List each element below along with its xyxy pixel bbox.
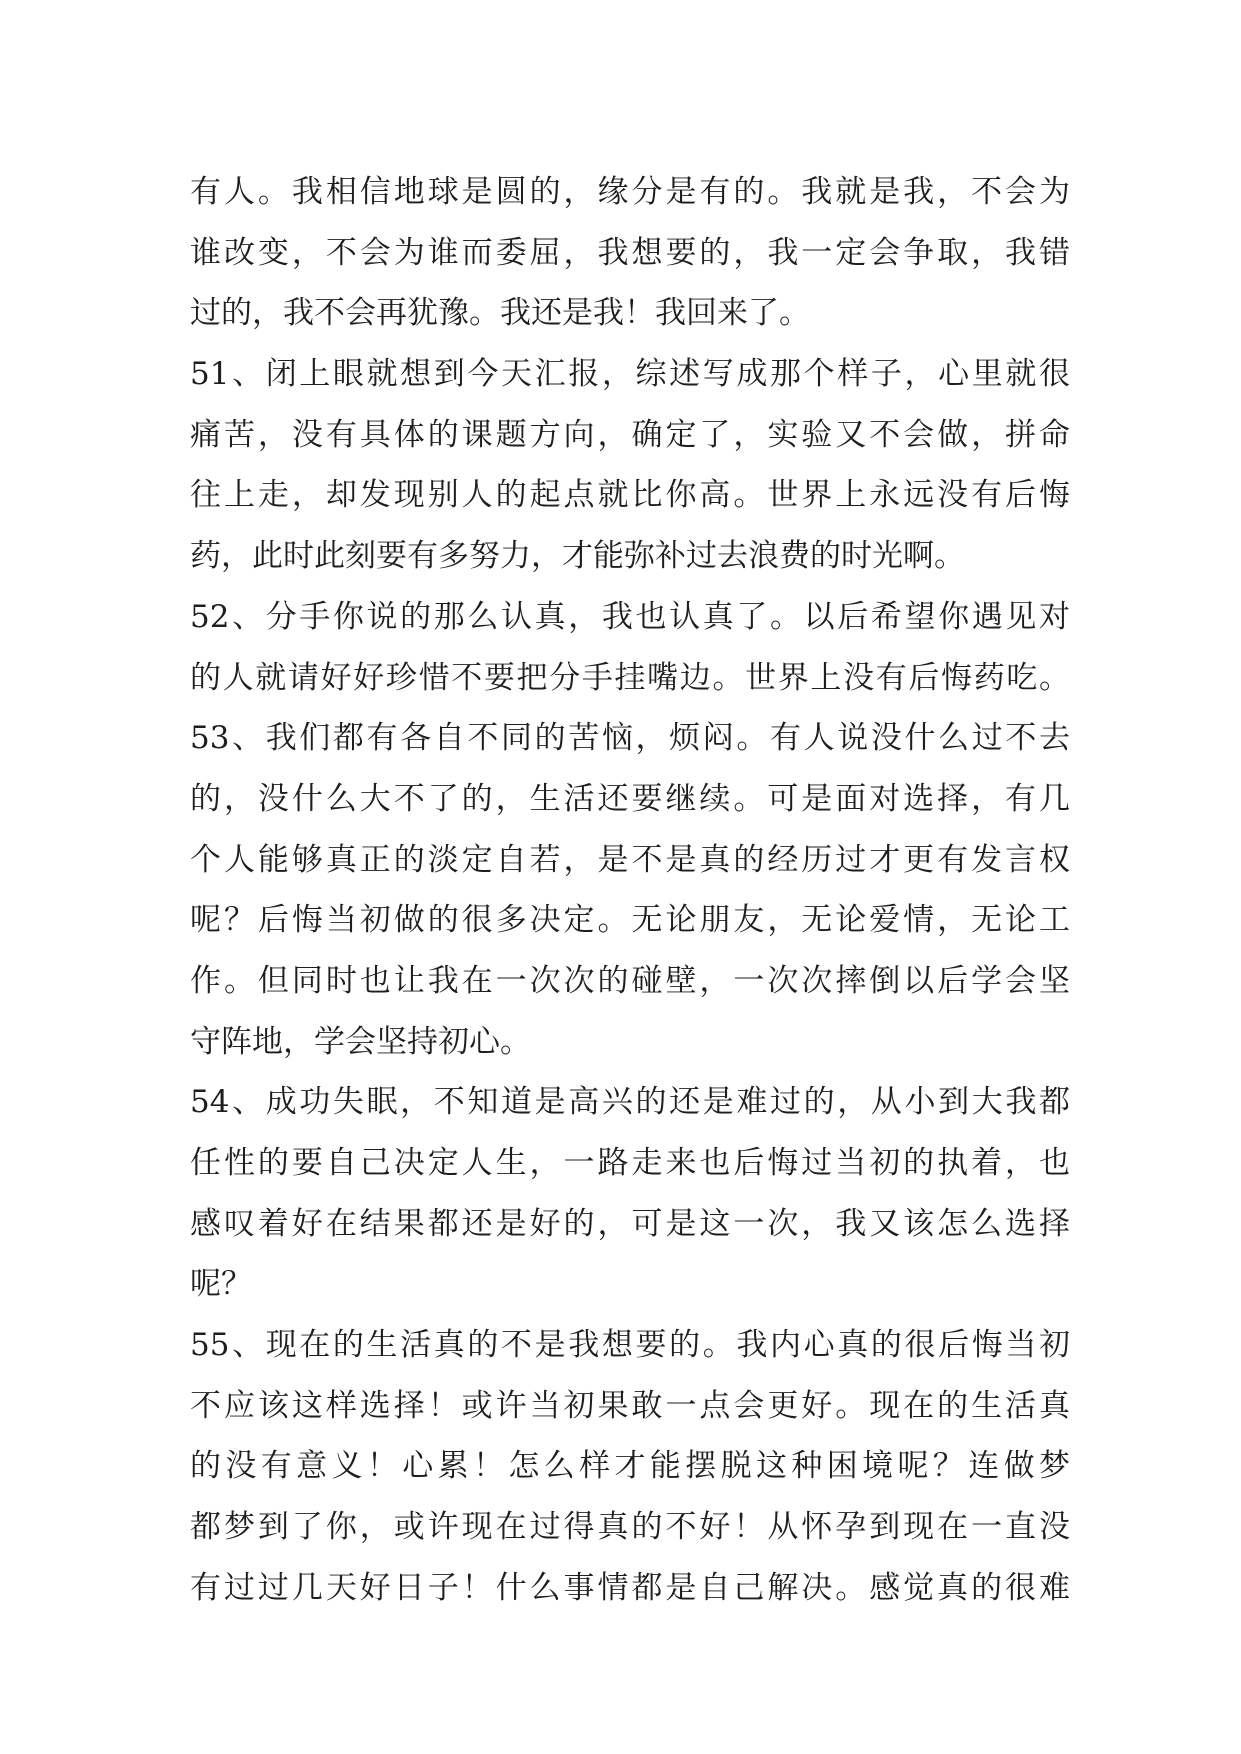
text-line: 55、现在的生活真的不是我想要的。我内心真的很后悔当初: [190, 1327, 1070, 1364]
body-text: [190, 162, 1070, 1619]
text-line: 都梦到了你，或许现在过得真的不好！从怀孕到现在一直没: [190, 1509, 1070, 1546]
text-line: 52、分手你说的那么认真，我也认真了。以后希望你遇见对: [190, 598, 1070, 635]
text-line: 的人就请好好珍惜不要把分手挂嘴边。世界上没有后悔药吃。: [190, 659, 1070, 696]
text-line: 的没有意义！心累！怎么样才能摆脱这种困境呢？连做梦: [190, 1448, 1070, 1485]
text-line: 54、成功失眠，不知道是高兴的还是难过的，从小到大我都: [190, 1084, 1070, 1121]
text-line: 谁改变，不会为谁而委屈，我想要的，我一定会争取，我错: [190, 234, 1070, 271]
text-line: 感叹着好在结果都还是好的，可是这一次，我又该怎么选择: [190, 1205, 1070, 1242]
text-line: 过的，我不会再犹豫。我还是我！我回来了。: [190, 295, 810, 332]
text-line: 有过过几天好日子！什么事情都是自己解决。感觉真的很难: [190, 1569, 1070, 1606]
text-line: 任性的要自己决定人生，一路走来也后悔过当初的执着，也: [190, 1145, 1070, 1181]
text-line: 呢？后悔当初做的很多决定。无论朋友，无论爱情，无论工: [190, 902, 1070, 939]
text-line: 的，没什么大不了的，生活还要继续。可是面对选择，有几: [190, 780, 1070, 817]
text-line: 守阵地，学会坚持初心。: [190, 1023, 531, 1060]
text-line: 51、闭上眼就想到今天汇报，综述写成那个样子，心里就很: [190, 356, 1070, 393]
text-line: 不应该这样选择！或许当初果敢一点会更好。现在的生活真: [190, 1387, 1070, 1424]
text-line: 作。但同时也让我在一次次的碰壁，一次次摔倒以后学会坚: [190, 962, 1070, 999]
text-line: 有人。我相信地球是圆的，缘分是有的。我就是我，不会为: [190, 174, 1070, 210]
text-line: 个人能够真正的淡定自若，是不是真的经历过才更有发言权: [190, 841, 1070, 878]
text-line: 药，此时此刻要有多努力，才能弥补过去浪费的时光啊。: [190, 538, 965, 575]
text-line: 往上走，却发现别人的起点就比你高。世界上永远没有后悔: [190, 477, 1070, 514]
text-line: 痛苦，没有具体的课题方向，确定了，实验又不会做，拼命: [190, 416, 1070, 453]
text-line: 53、我们都有各自不同的苦恼，烦闷。有人说没什么过不去: [190, 720, 1070, 757]
text-line: 呢？: [190, 1266, 252, 1303]
